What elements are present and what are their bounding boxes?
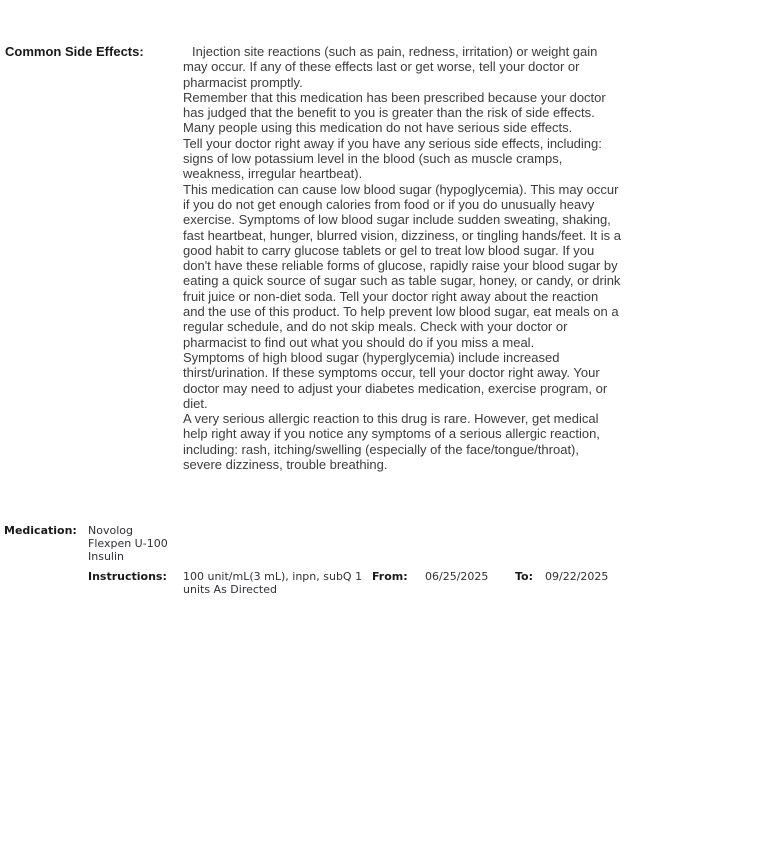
medication-label: Medication: [4, 524, 77, 537]
side-effects-paragraph: Injection site reactions (such as pain, redness, irritation) or weight gain may occur. If any of these effects last or get worse, tell your doctor or pharmacist promptly. [183, 44, 598, 90]
medication-name [88, 524, 168, 563]
side-effects-paragraph: Tell your doctor right away if you have any serious side effects, including: signs of low potassium level in the blood (such as muscle cramps, weakness, irregular heartbeat). [183, 135, 602, 182]
from-label: From: [372, 570, 408, 583]
instructions-label: Instructions: [88, 570, 167, 583]
to-label: To: [515, 570, 533, 583]
instructions-value-line: units As Directed [183, 583, 277, 596]
side-effects-paragraph: Remember that this medication has been prescribed because your doctor has judged that the benefit to you is greater than the risk of side effects. Many people using this medication do not have serious side effects. [183, 89, 606, 136]
instructions-value [183, 570, 362, 596]
medication-name-line: Novolog [88, 524, 133, 537]
side-effects-label: Common Side Effects: [5, 44, 144, 59]
medication-name-line: Insulin [88, 550, 125, 563]
side-effects-paragraph: This medication can cause low blood sugar (hypoglycemia). This may occur if you do not get enough calories from food or if you do unusually heavy exercise. Symptoms of low blood sugar include sudden sweating, shaking, fast heartbeat, hunger, blurred vision, dizziness, or tingling hands/feet. It is a good habit to carry glucose tablets or gel to treat low blood sugar. If you don't have these reliable forms of glucose, rapidly raise your blood sugar by eating a quick source of sugar such as table sugar, honey, or candy, or drink fruit juice or non-diet soda. Tell your doctor right away about the reaction and the use of this product. To help prevent low blood sugar, eat meals on a regular schedule, and do not skip meals. Check with your doctor or pharmacist to find out what you should do if you miss a meal. [183, 181, 621, 350]
side-effects-text [183, 44, 621, 472]
to-date: 09/22/2025 [545, 570, 609, 583]
side-effects-paragraph: Symptoms of high blood sugar (hyperglycemia) include increased thirst/urination. If these symptoms occur, tell your doctor right away. Your doctor may need to adjust your diabetes medication, exercise program, or diet. [183, 349, 608, 411]
instructions-value-line: 100 unit/mL(3 mL), inpn, subQ 1 [183, 570, 363, 583]
medication-name-line: Flexpen U-100 [88, 537, 168, 550]
side-effects-paragraph: A very serious allergic reaction to this drug is rare. However, get medical help right away if you notice any symptoms of a serious allergic reaction, including: rash, itching/swelling (especially of the face/tongue/throat), severe dizziness, trouble breathing. [183, 411, 600, 473]
from-date: 06/25/2025 [425, 570, 489, 583]
